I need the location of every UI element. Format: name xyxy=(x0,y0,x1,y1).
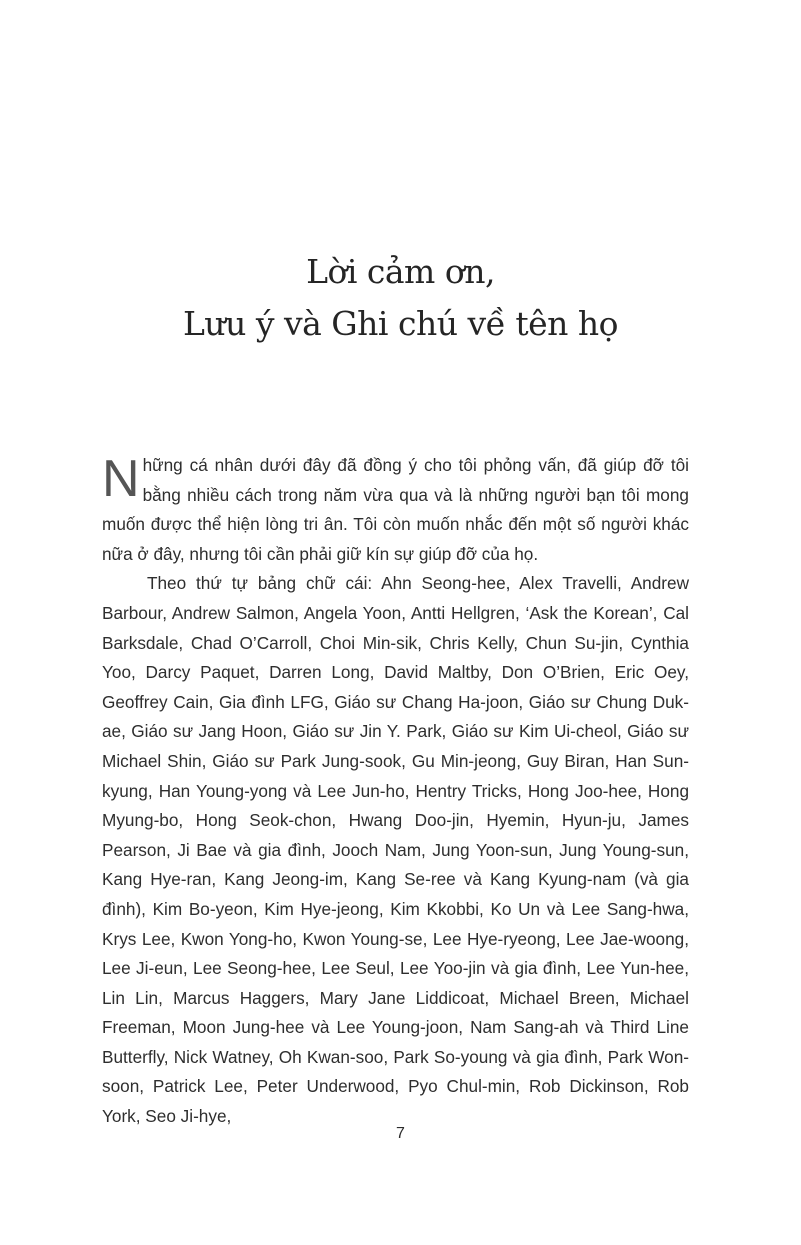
chapter-title-line-2: Lưu ý và Ghi chú về tên họ xyxy=(182,304,619,343)
paragraph-intro-text: hững cá nhân dưới đây đã đồng ý cho tôi phỏng vấn, đã giúp đỡ tôi bằng nhiều cách trong năm vừa qua và là những người bạn tôi mong muốn được thể hiện lòng tri ân. Tôi còn muốn nhắc đến một số người khác nữa ở đây, nhưng tôi cần phải giữ kín sự giúp đỡ của họ. xyxy=(102,455,689,564)
chapter-title-line-1: Lời cảm ơn, xyxy=(306,252,495,291)
page-number: 7 xyxy=(396,1125,405,1142)
paragraph-intro xyxy=(102,451,689,569)
drop-cap: N xyxy=(102,450,140,508)
chapter-title xyxy=(0,246,801,350)
body-text xyxy=(102,451,689,1132)
paragraph-names-list: Theo thứ tự bảng chữ cái: Ahn Seong-hee, Alex Travelli, Andrew Barbour, Andrew Salmon, Angela Yoon, Antti Hellgren, ‘Ask the Korean’, Cal Barksdale, Chad O’Carroll, Choi Min-sik, Chris Kelly, Chun Su-jin, Cynthia Yoo, Darcy Paquet, Darren Long, David Maltby, Don O’Brien, Eric Oey, Geoffrey Cain, Gia đình LFG, Giáo sư Chang Ha-joon, Giáo sư Chung Duk-ae, Giáo sư Jang Hoon, Giáo sư Jin Y. Park, Giáo sư Kim Ui-cheol, Giáo sư Michael Shin, Giáo sư Park Jung-sook, Gu Min-jeong, Guy Biran, Han Sun-kyung, Han Young-yong và Lee Jun-ho, Hentry Tricks, Hong Joo-hee, Hong Myung-bo, Hong Seok-chon, Hwang Doo-jin, Hyemin, Hyun-ju, James Pearson, Ji Bae và gia đình, Jooch Nam, Jung Yoon-sun, Jung Young-sun, Kang Hye-ran, Kang Jeong-im, Kang Se-ree và Kang Kyung-nam (và gia đình), Kim Bo-yeon, Kim Hye-jeong, Kim Kkobbi, Ko Un và Lee Sang-hwa, Krys Lee, Kwon Yong-ho, Kwon Young-se, Lee Hye-ryeong, Lee Jae-woong, Lee Ji-eun, Lee Seong-hee, Lee Seul, Lee Yoo-jin và gia đình, Lee Yun-hee, Lin Lin, Marcus Haggers, Mary Jane Liddicoat, Michael Breen, Michael Freeman, Moon Jung-hee và Lee Young-joon, Nam Sang-ah và Third Line Butterfly, Nick Watney, Oh Kwan-soo, Park So-young và gia đình, Park Won-soon, Patrick Lee, Peter Underwood, Pyo Chul-min, Rob Dickinson, Rob York, Seo Ji-hye, xyxy=(102,573,689,1127)
